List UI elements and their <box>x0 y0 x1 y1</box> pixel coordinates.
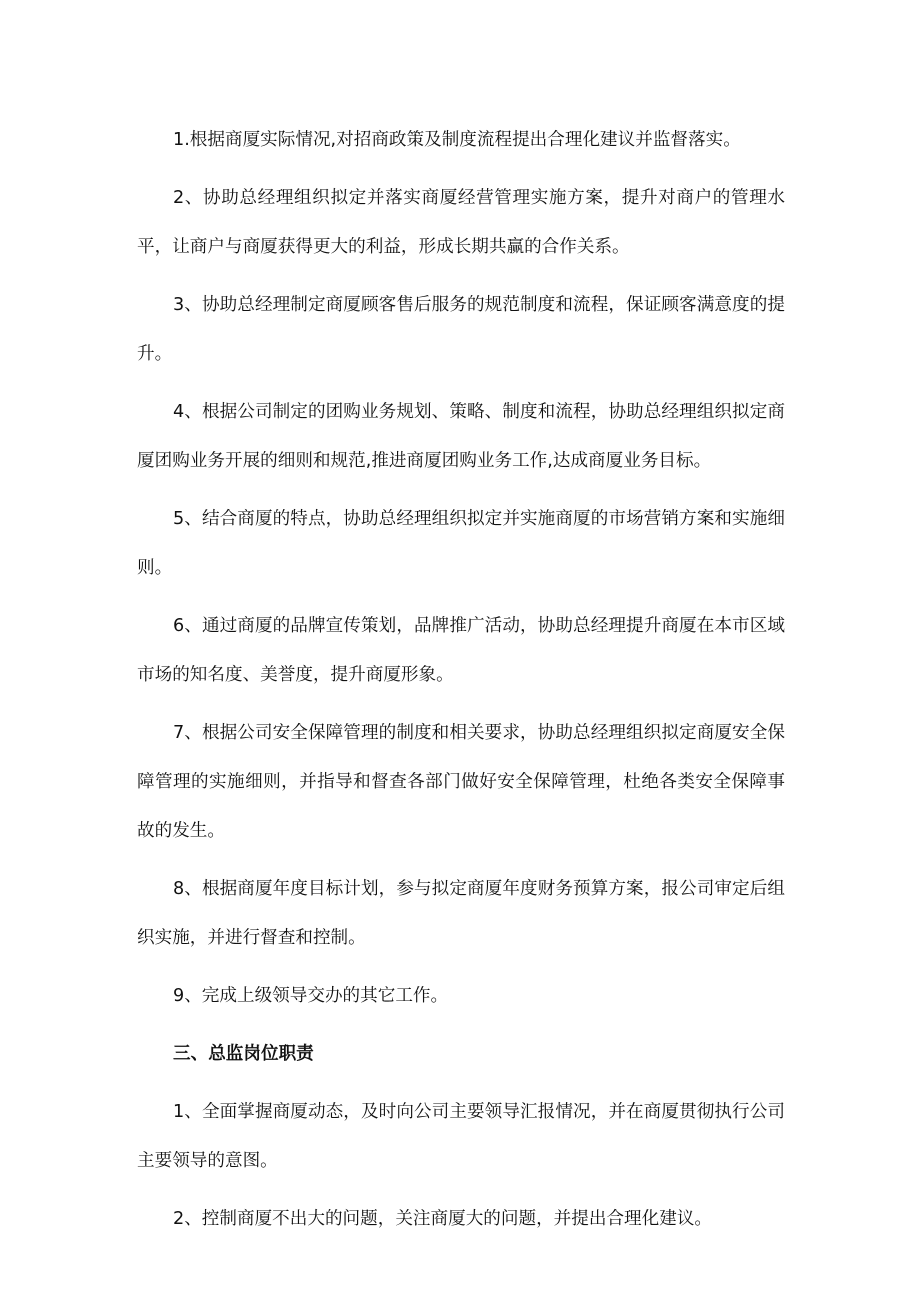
paragraph-1: 1.根据商厦实际情况,对招商政策及制度流程提出合理化建议并监督落实。 <box>173 130 741 150</box>
paragraph-2: 2、协助总经理组织拟定并落实商厦经营管理实施方案，提升对商户的管理水平，让商户与商厦获得更大的利益，形成长期共赢的合作关系。 <box>137 188 785 257</box>
paragraph-8: 8、根据商厦年度目标计划，参与拟定商厦年度财务预算方案，报公司审定后组织实施，并进行督查和控制。 <box>137 879 785 948</box>
document-body <box>137 116 785 1253</box>
paragraph-7: 7、根据公司安全保障管理的制度和相关要求，协助总经理组织拟定商厦安全保障管理的实施细则，并指导和督查各部门做好安全保障管理，杜绝各类安全保障事故的发生。 <box>137 723 785 841</box>
paragraph-10: 1、全面掌握商厦动态，及时向公司主要领导汇报情况，并在商厦贯彻执行公司主要领导的意图。 <box>137 1102 785 1171</box>
paragraph-11: 2、控制商厦不出大的问题，关注商厦大的问题，并提出合理化建议。 <box>173 1209 713 1229</box>
paragraph-3: 3、协助总经理制定商厦顾客售后服务的规范制度和流程，保证顾客满意度的提升。 <box>137 295 785 364</box>
paragraph-6: 6、通过商厦的品牌宣传策划，品牌推广活动，协助总经理提升商厦在本市区域市场的知名度、美誉度，提升商厦形象。 <box>137 616 785 685</box>
paragraph-4: 4、根据公司制定的团购业务规划、策略、制度和流程，协助总经理组织拟定商厦团购业务开展的细则和规范,推进商厦团购业务工作,达成商厦业务目标。 <box>137 402 785 471</box>
section-heading: 三、总监岗位职责 <box>173 1044 314 1064</box>
paragraph-9: 9、完成上级领导交办的其它工作。 <box>173 986 449 1006</box>
paragraph-5: 5、结合商厦的特点，协助总经理组织拟定并实施商厦的市场营销方案和实施细则。 <box>137 509 785 578</box>
